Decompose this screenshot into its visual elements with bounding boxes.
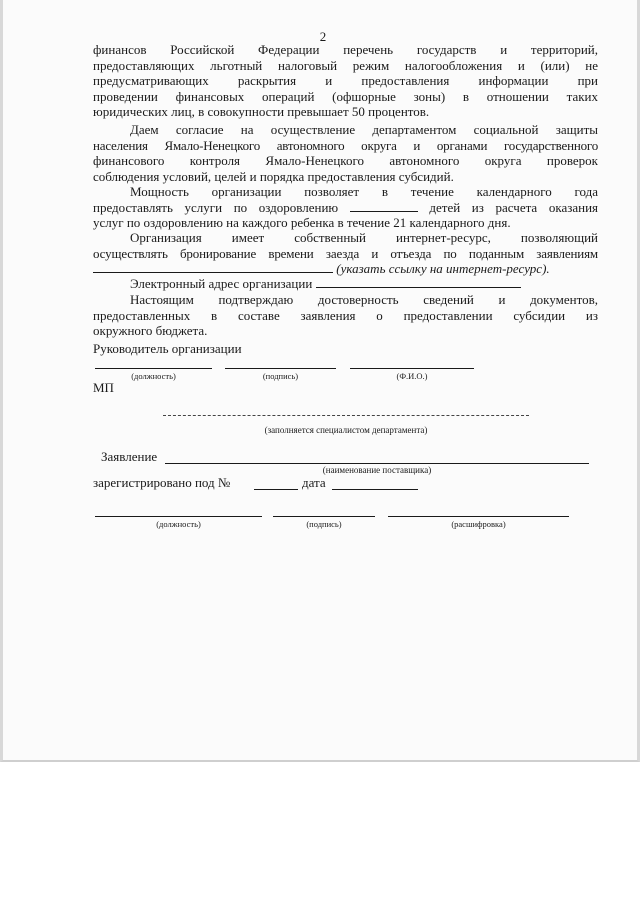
- staff-signature-caption: (подпись): [306, 519, 342, 529]
- staff-position-line[interactable]: [95, 516, 262, 517]
- paragraph-consent: [93, 122, 598, 184]
- staff-decoding-caption: (расшифровка): [451, 519, 506, 529]
- text-line: юридических лиц, в совокупности превышает 50 процентов.: [93, 104, 430, 120]
- internet-resource-blank[interactable]: [93, 261, 333, 273]
- text-line: окружного бюджета.: [93, 323, 208, 339]
- text-line: Настоящим подтверждаю достоверность сведений и документов,: [130, 292, 598, 307]
- text-line: финансового контроля Ямало-Ненецкого автономного округа проверок: [93, 153, 598, 169]
- text-fragment: предоставлять услуги по оздоровлению: [93, 199, 339, 215]
- text-fragment: (указать ссылку на интернет-ресурс).: [336, 261, 550, 277]
- name-caption: (Ф.И.О.): [396, 371, 428, 381]
- name-line[interactable]: [350, 368, 474, 369]
- children-count-blank[interactable]: [350, 200, 418, 212]
- text-line: Даем согласие на осуществление департаментом социальной защиты: [130, 122, 598, 137]
- supplier-caption: (наименование поставщика): [322, 465, 432, 475]
- text-line: предусматривающих раскрытия и предоставления информации при: [93, 73, 598, 89]
- signature-line[interactable]: [225, 368, 336, 369]
- supplier-name-line[interactable]: [165, 463, 589, 464]
- head-label: Руководитель организации: [93, 341, 242, 356]
- email-blank[interactable]: [316, 276, 521, 288]
- seal-label: МП: [93, 380, 114, 395]
- paragraph-internet-resource: [93, 230, 598, 277]
- date-label: дата: [302, 475, 326, 490]
- text-line: [93, 200, 598, 216]
- text-line: Мощность организации позволяет в течение календарного года: [130, 184, 598, 199]
- text-line: предоставленных в составе заявления о предоставлении субсидии из: [93, 307, 598, 323]
- staff-decoding-line[interactable]: [388, 516, 569, 517]
- registration-number-line[interactable]: [254, 489, 298, 490]
- position-line[interactable]: [95, 368, 212, 369]
- text-line: осуществлять бронирование времени заезда и отъезда по поданным заявлениям: [93, 245, 598, 261]
- text-line: услуг по оздоровлению на каждого ребенка в течение 21 календарного дня.: [93, 215, 511, 231]
- staff-position-caption: (должность): [156, 519, 201, 529]
- staff-signature-line[interactable]: [273, 516, 375, 517]
- page-number: 2: [319, 29, 327, 44]
- position-caption: (должность): [131, 371, 176, 381]
- date-line[interactable]: [332, 489, 418, 490]
- text-line: Организация имеет собственный интернет-ресурс, позволяющий: [130, 230, 598, 245]
- signature-caption: (подпись): [262, 371, 299, 381]
- paragraph-confirmation: [93, 292, 598, 339]
- paragraph-capacity: [93, 184, 598, 231]
- text-line: финансов Российской Федерации перечень государств и территорий,: [93, 42, 598, 57]
- text-line: населения Ямало-Ненецкого автономного округа и органами государственного: [93, 137, 598, 153]
- dept-note: (заполняется специалистом департамента): [264, 425, 428, 435]
- section-divider: [163, 415, 529, 416]
- registered-label: зарегистрировано под №: [93, 475, 231, 490]
- paragraph-offshore: [93, 42, 598, 120]
- text-line: предоставляющих льготный налоговый режим налогообложения и (или) не: [93, 57, 598, 73]
- text-line: соблюдения условий, целей и порядка предоставления субсидий.: [93, 168, 454, 184]
- email-label: Электронный адрес организации: [130, 276, 313, 291]
- text-line: проведении финансовых операций (офшорные зоны) в отношении таких: [93, 88, 598, 104]
- email-row: [130, 276, 600, 292]
- text-fragment: детей из расчета оказания: [429, 199, 599, 215]
- text-line: [130, 276, 600, 292]
- text-line: [93, 261, 598, 277]
- statement-label: Заявление: [101, 449, 158, 464]
